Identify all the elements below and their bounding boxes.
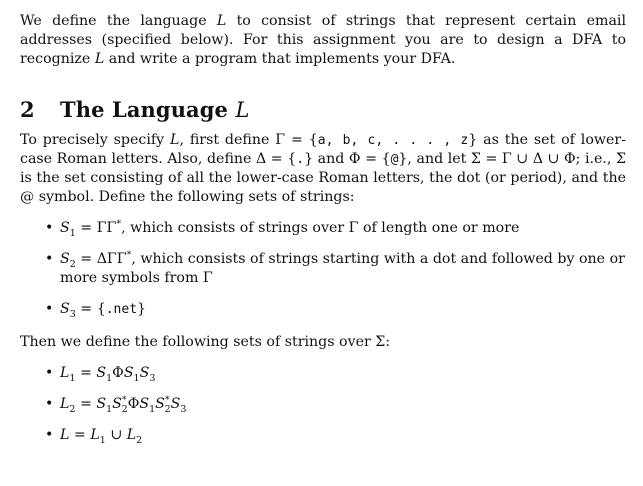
- section-heading: [20, 97, 626, 123]
- symbol-set: @: [390, 152, 399, 167]
- set-s1-description: , which consists of strings over Γ of length one or more: [121, 220, 520, 236]
- definition-text: To precisely specify L, first define Γ = {a, b, c, . . . , z} as the set of lower-case Roman letters. Also, define Δ = {.} and Φ = {@}, and let Σ = Γ ∪ Δ ∪ Φ; i.e., Σ is the set consisting of all the lower-case Roman letters, the dot (or period), and the @ symbol. Define the following sets of strings:: [20, 132, 626, 205]
- set-item-s2: [20, 250, 626, 288]
- language-l1-formula: $L_1 = S_1\Phi S_1S_3$: [60, 365, 156, 384]
- section-title: The Language: [60, 97, 229, 122]
- language-definition-list: [20, 364, 626, 445]
- languages-intro-text: Then we define the following sets of strings over Σ:: [20, 334, 391, 350]
- languages-intro-paragraph: [20, 333, 626, 352]
- math-variable: L: [216, 13, 227, 29]
- section-title-variable: L: [235, 98, 250, 122]
- math-variable: L: [170, 132, 180, 148]
- section-number: 2: [20, 97, 35, 122]
- set-s1-formula: $S_1 = \Gamma\Gamma^*$: [60, 218, 122, 239]
- math-variable: L: [94, 51, 105, 67]
- language-item-l2: [20, 395, 626, 414]
- symbol-set: a, b, c, . . . , z: [317, 133, 469, 148]
- set-s2-description: , which consists of strings starting with a dot and followed by one or more symbols from Γ: [60, 251, 625, 286]
- language-item-l1: [20, 364, 626, 383]
- intro-text: We define the language L to consist of strings that represent certain email addresses (specified below). For this assignment you are to design a DFA to recognize L and write a program that implements your DFA.: [20, 13, 626, 67]
- set-s2-formula: $S_2 = \Delta\Gamma\Gamma^*$: [60, 249, 132, 270]
- definition-paragraph: [20, 131, 626, 207]
- document-page: [20, 10, 626, 457]
- set-item-s1: [20, 219, 626, 238]
- intro-paragraph: [20, 12, 626, 69]
- language-item-l: [20, 426, 626, 445]
- set-definition-list: [20, 219, 626, 319]
- symbol-set: .: [296, 152, 305, 167]
- set-s3-formula: $S_3 = \{.net\}$: [60, 301, 147, 320]
- language-l-formula: $L = L_1$ ∪ $L_2$: [60, 427, 143, 446]
- language-l2-formula: $L_2 = S_1S^*_2\Phi S_1S^*_2S_3$: [60, 394, 187, 415]
- set-item-s3: [20, 300, 626, 319]
